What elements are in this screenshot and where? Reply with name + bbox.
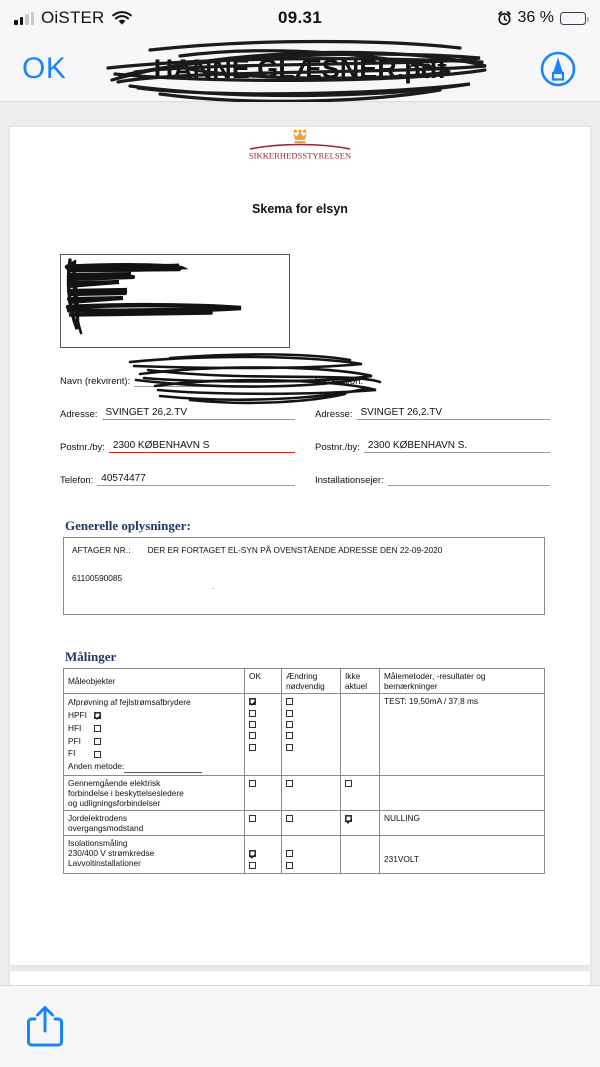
row2-object-cell — [64, 776, 245, 811]
aftager-nr-label: AFTAGER NR.: — [72, 545, 131, 555]
share-icon[interactable] — [26, 1004, 66, 1050]
row3-ok-cell — [245, 811, 282, 836]
row1-change-checkbox-4[interactable] — [286, 732, 293, 739]
redacted-stamp-box — [60, 254, 290, 348]
row1-ok-checkbox-5[interactable] — [249, 744, 256, 751]
document-title-container — [90, 36, 510, 102]
row1-object-cell — [64, 694, 245, 776]
installation-address-field — [357, 404, 551, 420]
svg-text:SIKKERHEDSSTYRELSEN: SIKKERHEDSSTYRELSEN — [248, 151, 352, 161]
row1-hpfi-label: HPFI — [68, 709, 87, 720]
installation-owner-label: Installationsejer: — [315, 475, 384, 486]
row2-change-cell — [282, 776, 341, 811]
status-bar-left — [14, 8, 132, 28]
row4-title-line2: 230/400 V strømkredse — [68, 848, 155, 859]
general-info-line-1 — [72, 545, 536, 555]
requestor-phone-label: Telefon: — [60, 475, 94, 486]
header-na-line2: aktuel — [345, 681, 368, 691]
row3-title-line2: overgangsmodstand — [68, 823, 144, 834]
measurements-heading: Målinger — [65, 649, 117, 664]
pdf-page-1 — [10, 127, 590, 965]
row3-na-checkbox[interactable] — [345, 815, 352, 822]
installation-title-spacer — [367, 372, 550, 387]
requestor-name-field — [134, 371, 295, 387]
row3-na-cell — [341, 811, 380, 836]
row1-ok-cell — [245, 694, 282, 776]
redaction-scribble — [61, 255, 289, 347]
row1-ok-checkbox-3[interactable] — [249, 721, 256, 728]
header-object: Måleobjekter — [64, 669, 245, 694]
general-info-heading: Generelle oplysninger: — [65, 518, 191, 533]
header-change-line1: Ændring — [286, 671, 318, 681]
row4-object-cell — [64, 836, 245, 874]
navigation-bar — [0, 36, 600, 102]
row1-hfi-checkbox[interactable] — [94, 725, 101, 732]
installation-owner-row — [315, 469, 550, 486]
header-methods-line1: Målemetoder, -resultater og — [384, 671, 486, 681]
requestor-phone-field — [97, 470, 295, 486]
requestor-address-field — [102, 404, 296, 420]
row2-title-line2: forbindelse i beskyttelsesledere — [68, 788, 184, 799]
row4-change-cell — [282, 836, 341, 874]
row1-subitem-fi — [68, 747, 240, 760]
row3-note-cell: NULLING — [380, 811, 545, 836]
status-bar-clock: 09.31 — [277, 8, 323, 27]
row1-ok-checkbox-4[interactable] — [249, 732, 256, 739]
row1-other-method — [68, 760, 240, 773]
aftager-nr-text: DER ER FORTAGET EL-SYN PÅ OVENSTÅENDE ADRESSE DEN 22-09-2020 — [147, 545, 443, 555]
row3-change-cell — [282, 811, 341, 836]
general-info-line-2: 61100590085 — [72, 573, 123, 583]
row1-subitem-hfi — [68, 722, 240, 735]
row2-na-cell — [341, 776, 380, 811]
bottom-toolbar — [0, 985, 600, 1067]
row4-change-checkbox-1[interactable] — [286, 850, 293, 857]
table-row — [64, 694, 545, 776]
stray-dot: . — [212, 582, 215, 591]
ok-button[interactable]: OK — [22, 51, 67, 85]
row2-note-cell — [380, 776, 545, 811]
row1-fi-label: FI — [68, 748, 76, 759]
header-change-line2: nødvendig — [286, 681, 325, 691]
measurements-table — [63, 668, 545, 874]
row1-subitem-hpfi — [68, 709, 240, 722]
row1-change-checkbox-5[interactable] — [286, 744, 293, 751]
row1-change-cell — [282, 694, 341, 776]
carrier-label: OiSTER — [41, 8, 105, 27]
header-methods-line2: bemærkninger — [384, 681, 438, 691]
table-row — [64, 836, 545, 874]
header-na-line1: Ikke — [345, 671, 361, 681]
cellular-signal-icon — [14, 12, 34, 25]
wifi-icon — [112, 11, 132, 26]
pdf-scroll-area[interactable] — [0, 102, 600, 985]
row3-object-cell — [64, 811, 245, 836]
requestor-postal-value: 2300 KØBENHAVN S — [112, 440, 210, 451]
row4-note-cell: 231VOLT — [380, 836, 545, 874]
row1-hpfi-checkbox[interactable] — [94, 712, 101, 719]
row1-note-cell: TEST: 19,50mA / 37,8 ms — [380, 694, 545, 776]
document-title: HANNE GLÆSNER.pdf — [153, 53, 447, 84]
address-block — [10, 370, 590, 502]
row1-ok-checkbox-2[interactable] — [249, 710, 256, 717]
row1-change-checkbox-1[interactable] — [286, 698, 293, 705]
row2-na-checkbox[interactable] — [345, 780, 352, 787]
status-bar-right — [497, 9, 586, 27]
row1-other-method-label: Anden metode: — [68, 761, 125, 772]
agency-logo — [10, 127, 590, 168]
row1-title: Afprøvning af fejlstrømsafbrydere — [68, 697, 191, 707]
battery-icon — [560, 12, 586, 25]
status-bar — [0, 0, 600, 36]
row1-change-checkbox-3[interactable] — [286, 721, 293, 728]
installation-postal-value: 2300 KØBENHAVN S. — [367, 440, 468, 451]
installation-title-row — [315, 370, 550, 387]
requestor-postal-field — [109, 437, 295, 453]
header-ok: OK — [245, 669, 282, 694]
row2-ok-cell — [245, 776, 282, 811]
row1-subitem-pfi — [68, 735, 240, 748]
row1-hfi-label: HFI — [68, 722, 82, 733]
document-heading: Skema for elsyn — [252, 202, 348, 216]
battery-percent-label: 36 % — [517, 9, 554, 26]
table-header-row — [64, 669, 545, 694]
row1-ok-checkbox-1[interactable] — [249, 698, 256, 705]
installation-address-row — [315, 403, 550, 420]
installation-postal-row — [315, 436, 550, 453]
installation-column — [315, 370, 550, 502]
requestor-address-row — [60, 403, 295, 420]
header-change — [282, 669, 341, 694]
row3-title-line1: Jordelektrodens — [68, 813, 128, 824]
markup-pen-icon[interactable] — [538, 49, 578, 89]
requestor-postal-row — [60, 436, 295, 453]
row1-fi-checkbox[interactable] — [94, 751, 101, 758]
requestor-name-row — [60, 370, 295, 387]
row4-ok-cell — [245, 836, 282, 874]
requestor-name-label: Navn (rekvirent): — [60, 376, 131, 387]
row3-change-checkbox[interactable] — [286, 815, 293, 822]
row1-pfi-label: PFI — [68, 735, 81, 746]
row4-ok-checkbox-1[interactable] — [249, 850, 256, 857]
row1-change-checkbox-2[interactable] — [286, 710, 293, 717]
row4-ok-checkbox-2[interactable] — [249, 862, 256, 869]
row2-change-checkbox[interactable] — [286, 780, 293, 787]
header-not-applicable — [341, 669, 380, 694]
requestor-address-label: Adresse: — [60, 409, 98, 420]
requestor-postal-label: Postnr./by: — [60, 442, 105, 453]
pdf-page-2 — [10, 971, 590, 985]
row1-na-cell — [341, 694, 380, 776]
requestor-address-value: SVINGET 26,2.TV — [105, 407, 188, 418]
requestor-column — [60, 370, 295, 502]
row3-ok-checkbox[interactable] — [249, 815, 256, 822]
requestor-phone-value: 40574477 — [101, 473, 146, 484]
row1-other-method-input[interactable] — [124, 764, 202, 773]
installation-address-label: Adresse: — [315, 409, 353, 420]
installation-postal-field — [364, 437, 550, 453]
table-row — [64, 811, 545, 836]
row2-title-line1: Gennemgående elektrisk — [68, 778, 161, 789]
header-methods — [380, 669, 545, 694]
row4-change-checkbox-2[interactable] — [286, 862, 293, 869]
requestor-phone-row — [60, 469, 295, 486]
row4-title-line1: Isolationsmåling — [68, 838, 128, 849]
installation-postal-label: Postnr./by: — [315, 442, 360, 453]
row2-ok-checkbox[interactable] — [249, 780, 256, 787]
row4-na-cell — [341, 836, 380, 874]
general-info-box — [63, 537, 545, 615]
table-row — [64, 776, 545, 811]
row1-pfi-checkbox[interactable] — [94, 738, 101, 745]
alarm-clock-icon — [497, 11, 512, 26]
installation-address-value: SVINGET 26,2.TV — [360, 407, 443, 418]
row2-title-line3: og udligningsforbindelser — [68, 798, 161, 809]
installation-owner-field — [388, 470, 550, 486]
row4-title-line3: Lavvoltinstallationer — [68, 858, 141, 869]
installation-title: Installation: — [315, 376, 364, 387]
